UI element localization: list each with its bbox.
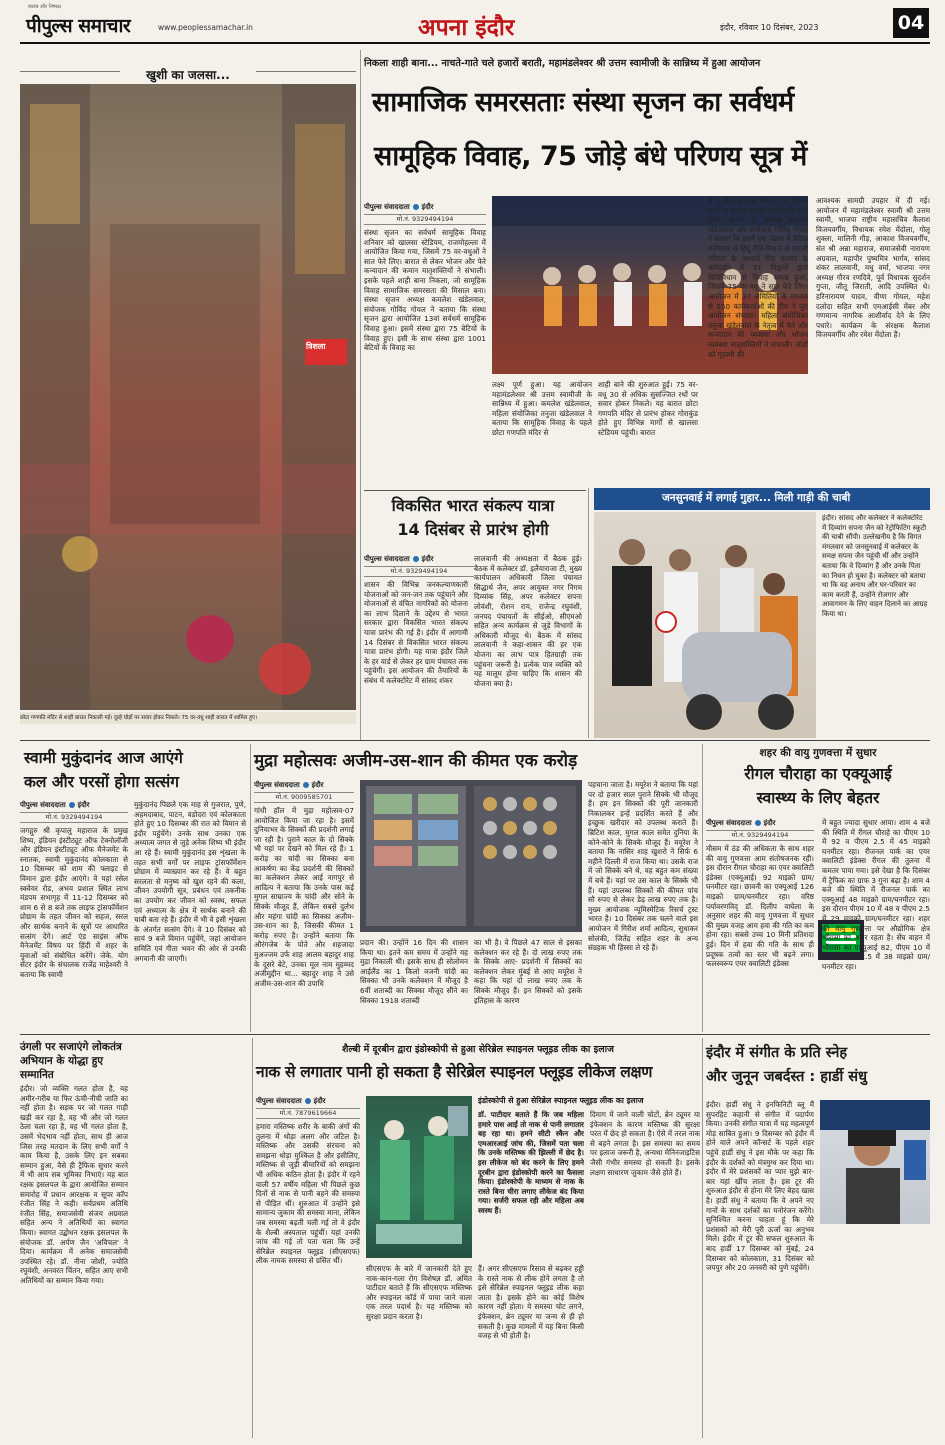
page-number: 04 bbox=[893, 8, 929, 38]
sankalp-top-rule bbox=[364, 490, 586, 491]
ungli-body-col2 bbox=[134, 1084, 246, 1436]
dateline: इंदौर, रविवार 10 दिसंबर, 2023 bbox=[720, 23, 819, 32]
lead-headline-line1: सामाजिक समरसताः संस्था सृजन का सर्वधर्म bbox=[372, 87, 794, 118]
col-rule-4 bbox=[702, 744, 703, 1032]
csf-col-1: हमारा मस्तिष्क शरीर के बाकी अंगों की तुलना में थोड़ा अलग और जटिल है। मस्तिष्क और उसकी संरचना को समझना थोड़ा मुश्किल है और इसीलिए, मस्तिष्क से जुड़ी बीमारियों को समझना भी अधिक कठिन होता है। इंदौर में रहने वाली 57 वर्षीय महिला भी पिछले कुछ दिनों से नाक से पानी बहने की समस्या से पीड़ित थीं। शुरुआत में उन्होंने इसे सामान्य जुकाम की समस्या माना, लेकिन जब समस्या बढ़ती चली गई तो वे इंदौर के शैल्बी अस्पताल पहुंचीं। यहां उनकी जांच की गई तो पता चला कि उन्हें सेरिब्रेल स्पाइनल फ्लूइड (सीएसएफ) लीक नामक समस्या से ग्रसित थीं। bbox=[256, 1122, 360, 1266]
air-byline-block bbox=[706, 818, 814, 841]
coins-photo bbox=[360, 780, 582, 932]
mudra-headline: मुद्रा महोत्सवः अजीम-उस-शान की कीमत एक करोड़ bbox=[254, 751, 578, 771]
ungli-headline-line3: सम्मानित bbox=[20, 1069, 54, 1081]
coins-illustration bbox=[360, 780, 582, 932]
sankalp-headline-line2: 14 दिसंबर से प्रारंभ होगी bbox=[397, 520, 549, 539]
air-headline-line2: स्वास्थ्य के लिए बेहतर bbox=[756, 789, 880, 807]
mudra-byline: पीपुल्स संवाददाता bbox=[254, 781, 300, 789]
csf-phone: मो.नं. 7879619664 bbox=[256, 1108, 360, 1119]
csf-kicker: शैल्बी में दूरबीन द्वारा इंडोस्कोपी से हुआ सेरिब्रेल स्पाइनल फ्लूइड लीक का इलाज bbox=[342, 1044, 614, 1055]
mudra-col-4: पहचाना जाता है। मयूरेश ने बताया कि यहां पर दो हजार साल पुराने सिक्के भी मौजूद हैं। हम इन सिक्कों की पूरी जानकारी निकालकर इन्हें प्रदर्शित करते हैं और इच्छुक खरीदार को उपलब्ध कराते हैं। ब्रिटिश काल, मुगल काल समेत दुनिया के कोने-कोने के सिक्के मौजूद हैं। मयूरेश ने बताया कि नासिर शाह खुशरो ने सिर्फ 6 महीने दिल्ली में राज किया था। उसके राज में जो सिक्के बने थे, वह बहुत कम संख्या में बचे हैं। यहां पर उस काल के सिक्के भी हैं। यहां उपलब्ध सिक्कों की कीमत पांच सौ रुपए से लेकर डेढ़ लाख रुपए तक है। मुख्य आयोजक न्यूमिस्मेटिक रिसर्च ट्रस्ट भारत है। 10 दिसंबर तक चलने वाले इस आयोजन में गिरीश शर्मा आदित्य, सुधाकर सोलंकी, जितेंद्र सहित शहर के अन्य संग्रहक भी हिस्सा ले रहे हैं। bbox=[588, 780, 698, 953]
masthead-tagline: स्वतंत्र और निष्पक्ष bbox=[28, 4, 61, 10]
crowd-photo bbox=[20, 84, 356, 710]
sankalp-byline: पीपुल्स संवाददाता bbox=[364, 555, 410, 563]
music-headline-line1: इंदौर में संगीत के प्रति स्नेह bbox=[706, 1045, 848, 1061]
music-story bbox=[706, 1038, 930, 1438]
lead-headline-line2: सामूहिक विवाह, 75 जोड़े बंधे परिणय सूत्र में bbox=[374, 141, 807, 172]
lead-col-2: लक्ष्य पूर्ण हुआ। यह आयोजन महामंडलेश्वर श्री उत्तम स्वामीजी के सान्निध्य में हुआ। कमलेश खंडेलवाल, महिला संयोजिका तनुजा खंडेलवाल ने बताया कि सामूहिक विवाह के पहले छोटा गणपति मंदिर से bbox=[492, 380, 592, 437]
mukundanand-city: इंदौर bbox=[77, 801, 90, 809]
music-body-col2 bbox=[820, 1228, 930, 1436]
col-rule-3 bbox=[250, 744, 251, 1032]
ungli-body: इंदौर। जो व्यक्ति गलत होता है, वह अमीर-गरीब या फिर ऊंची-नीची जाति का नहीं होता है। सड़क पर जो गलत गाड़ी खड़ी कर रहा है, वह भी और जो गलत ठेला चला रहा है, वह भी गलत होता है, उसमें भेदभाव नहीं होता, साथ ही आज जिस तरह मतदान के लिए सभी वर्गों ने काम किया है, उसके लिए इन सबका सम्मान हुआ, वैसे ही ट्रैफिक सुधार करने में भी आप सब भूमिका निभाएं। यह बात रक्षक इसलपल के द्वारा आयोजित सम्मान समारोह में प्रधान आरक्षक व सूपर कॉप रंजीत सिंह ने कही। सर्वप्रथम अतिथि रंजीत सिंह, समाजसेवी संजय अग्रवाल सहित अन्य ने अतिथियों का स्वागत किया। स्वागत उद्बोधन रक्षक इसलपल के संयोजक डॉ. अर्पण जैन 'अविचल' ने दिया। कार्यक्रम में अनेक समाजसेवी उपस्थित रहे। डॉ. नीना जोशी, ज्योति रघुवंशी, अनवरत चिंतन, सहित आए सभी अतिथियों का सम्मान किया गया। bbox=[20, 1084, 128, 1285]
location-dot-icon bbox=[413, 204, 419, 210]
lead-phone: मो.नं. 9329494194 bbox=[364, 214, 486, 225]
location-dot-icon bbox=[303, 782, 309, 788]
sankalp-headline-line1: विकसित भारत संकल्प यात्रा bbox=[391, 496, 555, 515]
lead-city: इंदौर bbox=[421, 203, 434, 211]
col-rule-6 bbox=[702, 1038, 703, 1438]
air-city: इंदौर bbox=[763, 819, 776, 827]
csf-byline-block bbox=[256, 1096, 360, 1119]
sankalp-col-1: शासन की विभिन्न जनकल्याणकारी योजनाओं को जन-जन तक पहुंचाने और योजनाओं से वंचित नागरिकों को योजना का लाभ दिलाने के उद्देश्य से भारत सरकार द्वारा विकसित भारत संकल्प यात्रा प्रारंभ की गई है। इंदौर में आगामी 14 दिसंबर से विकसित भारत संकल्प यात्रा प्रारंभ होगी। यह यात्रा इंदौर जिले के हर वार्ड से लेकर हर ग्राम पंचायत तक पहुंचेगी। इस आयोजन की तैयारियों के संबंध में कलेक्टोरेट में सांसद शंकर bbox=[364, 580, 468, 685]
jansunwai-body: इंदौर। सांसद और कलेक्टर ने कलेक्टोरेट में दिव्यांग सपना जैन को रेट्रोफिटिंग स्कूटी की चाबी सौंपी। उल्लेखनीय है कि विगत मंगलवार को जनसुनवाई में कलेक्टर के समक्ष सपना जैन पहुंची थीं और उन्होंने बताया कि वे दिव्यांग हैं और उनके पिता का निधन हो चुका है। कलेक्टर को बताया था कि वह अनाथ और घर-परिवार का काम करती हैं, उन्होंने रोजगार और आवागमन के लिए वाहन दिलाने का आग्रह किया था। bbox=[822, 514, 928, 618]
photo-feature-title bbox=[20, 64, 356, 83]
mukundanand-story bbox=[20, 744, 246, 1032]
air-phone: मो.नं. 9329494194 bbox=[706, 830, 814, 841]
title-rule-right bbox=[256, 71, 356, 72]
website-url: www.peoplessamachar.in bbox=[158, 23, 253, 32]
lead-story bbox=[364, 50, 930, 490]
sankalp-byline-block bbox=[364, 554, 474, 577]
air-byline: पीपुल्स संवाददाता bbox=[706, 819, 752, 827]
surgery-photo bbox=[366, 1096, 472, 1258]
sankalp-story bbox=[364, 494, 582, 740]
lead-byline: पीपुल्स संवाददाता bbox=[364, 203, 410, 211]
mudra-city: इंदौर bbox=[311, 781, 324, 789]
sankalp-city: इंदौर bbox=[421, 555, 434, 563]
mudra-col-3: का भी है। वे पिछले 47 साल से इसका कलेक्शन कर रहे हैं। दो लाख रुपए तक के सिक्के आए- प्रदर्शनी में सिक्कों का कलेक्शन लेकर मुंबई से आए मयूरेश ने कहा कि यहां दो लाख रुपए तक के सिक्के मौजूद हैं। इन सिक्कों को इसके इतिहास के कारण bbox=[474, 938, 582, 1005]
mukundanand-headline-line1: स्वामी मुकुंदानंद आज आएंगे bbox=[24, 749, 183, 767]
lead-byline-block bbox=[364, 202, 486, 225]
mudra-byline-block bbox=[254, 780, 354, 803]
photo-feature-caption: छोटा गणपति मंदिर से शाही बारात निकाली गई। दूल्हे घोड़ों पर सवार होकर निकले। 75 वर-वधु शाही बारात में शामिल हुए। bbox=[20, 712, 356, 724]
mid-rule-2 bbox=[20, 1034, 930, 1035]
csf-col-2: हैं। अगर सीएसएफ रिसाव से बढ़कर हड्डी के रास्ते नाक से लीक होने लगता है तो इसे सेरिब्रेल स्पाइनल फ्लूइड लीक कहा जाता है। इसके होने का कोई विशेष कारण नहीं होता। ये समस्या चोट लगने, इंफेक्शन, ब्रेन ट्यूमर या जन्म से ही हो सकती है। कुछ मामलों में यह बिना किसी वजह से भी होती है। bbox=[478, 1264, 584, 1341]
location-dot-icon bbox=[755, 820, 761, 826]
air-col-2: में बहुत ज्यादा सुधार आया। शाम 4 बजे की स्थिति में रीगल चौराहे का पीएम 10 में 92 व पीएम 2.5 में 45 माइक्रो घनमीटर रहा। रीजनल पार्क का एयर क्वालिटी इंडेक्स रीगल की तुलना में कमतर पाया गया। इसे देखा है कि दिसंबर में ट्रैफिक का ग्राफ 3 गुना बढ़ा है। शाम 4 बजे की स्थिति में रीजनल पार्क का एक्यूआई 48 माइक्रो ग्राम/घनमीटर रहा। इस दौरान पीएम 10 में 48 व पीएम 2.5 में 29 माइक्रो ग्राम/घनमीटर रहा। शहर की वायु गुणवत्ता पर औद्योगिक क्षेत्र भौंरासा का असर रहता है। सेंघ वाहन में भौंरासा का एक्यूआई 82, पीएम 10 में 82 व पीएम 2.5 में 38 माइक्रो ग्राम/घनमीटर रहा। bbox=[822, 818, 930, 971]
singer-illustration bbox=[820, 1100, 930, 1224]
csf-headline: नाक से लगातार पानी हो सकता है सेरिब्रेल स्पाइनल फ्लूइड लीकेज लक्षण bbox=[256, 1063, 653, 1081]
lead-col-3: शाही बाने की शुरुआत हुई। 75 वर-वधू 30 से अधिक सुसज्जित रथों पर सवार होकर निकले। यह बारात छोटा गणपति मंदिर से प्रारंभ होकर गोराकुंड होते हुए विभिन्न मार्गों से खालसा स्टेडियम पहुंची। बारात bbox=[598, 380, 698, 437]
mudra-story bbox=[254, 744, 698, 1034]
mukundanand-byline-block bbox=[20, 800, 128, 823]
csf-col-3: डॉ. पाटीदार बताते हैं कि जब महिला हमारे पास आईं तो नाक से पानी लगातार बह रहा था। हमने सीटी स्कैन और एमआरआई जांच की, जिसमें पता चला कि उनके मस्तिष्क की झिल्ली में छेद है। इस लीकेज को बंद करने के लिए हमने दूरबीन द्वारा इंडोस्कोपी करने का फैसला किया। इंडोस्कोपी के माध्यम से नाक के रास्ते बिना चीरा लगाए लीकेज बंद किया गया। सर्जरी सफल रही और महिला अब स्वस्थ हैं। bbox=[478, 1110, 584, 1215]
mukundanand-headline-line2: कल और परसों होगा सत्संग bbox=[24, 773, 179, 791]
surgery-illustration bbox=[366, 1096, 472, 1258]
jansunwai-headline: जनसुनवाई में लगाई गुहार... मिली गाड़ी की चाबी bbox=[662, 492, 851, 504]
jansunwai-story bbox=[594, 488, 930, 738]
mukundanand-phone: मो.नं. 9329494194 bbox=[20, 812, 128, 823]
lead-kicker: निकला शाही बाना... नाचते-गाते चले हजारों बराती, महामंडलेश्वर श्री उत्तम स्वामीजी के सान्निध्य में हुआ आयोजन bbox=[364, 58, 761, 69]
scooter-illustration bbox=[594, 512, 816, 738]
mukundanand-byline: पीपुल्स संवाददाता bbox=[20, 801, 66, 809]
ungli-headline-line1: उंगली पर सजाएंगे लोकतंत्र bbox=[20, 1041, 122, 1053]
section-title: अपना इंदौर bbox=[418, 15, 515, 41]
masthead bbox=[0, 0, 945, 44]
photo-feature bbox=[20, 50, 356, 724]
csf-city: इंदौर bbox=[313, 1097, 326, 1105]
hardy-sandhu-photo bbox=[820, 1100, 930, 1224]
sankalp-phone: मो.नं. 9329494194 bbox=[364, 566, 474, 577]
mudra-phone: मो.नं. 9009585701 bbox=[254, 792, 354, 803]
photo-feature-title-text: खुशी का जलसा... bbox=[140, 68, 236, 82]
air-kicker: शहर की वायु गुणवत्ता में सुधार bbox=[759, 747, 877, 759]
location-dot-icon bbox=[69, 802, 75, 808]
title-rule-left bbox=[20, 71, 120, 72]
banner-sign: त्रिशला bbox=[306, 342, 326, 351]
mukundanand-col-1: जगद्गुरु श्री कृपालु महाराज के प्रमुख शिष्य, इंडियन इंस्टीट्यूट ऑफ टेक्नोलॉजी और इंडियन इंस्टीट्यूट ऑफ मैनेजमेंट के स्नातक, स्वामी मुकुंदानंद कोलकाता से 10 दिसम्बर को शाम की फ्लाइट से विमान द्वारा इंदौर आएंगे। वे यहां रसेल स्क्वेयर रोड, अभय प्रशाल स्थित लाभ मंडपम सभागृह में 11-12 दिसम्बर को शाम 6 से 8 बजे तक लाइफ ट्रांसफॉर्मेशन प्रोग्राम के तहत जीवन को सहज, सरल और सार्थक बनाने के सूत्रों पर आधारित सत्संग देंगे। आर्ट एंड साइंस ऑफ मैनेजमेंट विषय पर हिंदी में शहर के युवाओं को संबोधित करेंगे। जेके. योग सेंटर इंदौर के संचालक राजेंद्र माहेश्वरी ने बताया कि स्वामी bbox=[20, 826, 128, 979]
ungli-headline-line2: अभियान के योद्धा हुए bbox=[20, 1055, 104, 1067]
masthead-logo: पीपुल्स समाचार bbox=[26, 15, 131, 37]
lead-col-5: आवश्यक सामग्री उपहार में दी गई। आयोजन में महामंडलेश्वर स्वामी श्री उत्तम स्वामी, भाजपा राष्ट्रीय महासचिव कैलाश विजयवर्गीय, विधायक रमेश मेंदोला, गोलू शुक्ला, मालिनी गौड़, आकाश विजयवर्गीय, संत श्री अन्ना महाराज, समाजसेवी नारायण अग्रवाल, महापौर पुष्यमित्र भार्गव, सांसद शंकर लालवानी, मधु वर्मा, भाजपा नगर अध्यक्ष गौरव रणदिवे, पूर्व विधायक सुदर्शन गुप्ता, जीतू जिराती, आदि उपस्थित थे। हरिनारायण यादव, वीणा गोयल, महेश दलोदा सहित सभी एमआईसी मेंबर और गणमान्य नागरिक आशीर्वाद देने के लिए पधारे। कार्यक्रम के संरक्षक कैलाश विजयवर्गीय और रमेश मेंदोला हैं। bbox=[816, 196, 930, 340]
air-story bbox=[706, 744, 930, 1032]
col-rule-5 bbox=[252, 1038, 253, 1438]
air-col-1: मौसम में ठंड की अधिकता के साथ शहर की वायु गुणवत्ता आम संतोषजनक रही। इस दौरान रीगल चौराहा का एयर क्वालिटी इंडेक्स (एक्यूआई) 92 माइक्रो ग्राम/घनमीटर रहा। छावनी का एक्यूआई 126 माइक्रो ग्राम/घनमीटर रहा। वरिष्ठ पर्यावरणविद् डॉ. दिलीप वाघेला के अनुसार शहर की वायु गुणवत्ता में सुधार की मुख्य वजह आम हवा की गति का कम होना रहा। सबसे उच्च 10 मिनी प्रतिशदा हुई। दिन में हवा की गति के साथ ही प्रदूषक तत्वों का स्तर भी बढ़ने लगा। फलस्वरूप एयर क्वालिटी इंडेक्स bbox=[706, 844, 814, 969]
lead-col-4: में 2 बैंड, 4 ढोल ग्राउंड, 50 ढोलक ताशे पर हजारों बराती नाचते-गाते चले। संस्था सृजन के अध्यक्ष कमलेश खंडेलवाल और संयोजक गोविंद गोयल ने बताया कि इसमें एक पंडाल में वैदिक मंत्रोच्चार से हिंदू रीति-रिवाज से गायत्री परिवार के आचार्य गित कश्यप के मार्गदर्शन में 31 विद्वानों द्वारा विधिविधान से विवाह सम्पन्न हुआ, जिसमें 75 वर-वधू ने सात फेरे लिए। आयोजन में 37 समितियों के माध्यम से 550 कार्यकर्ताओं की टीम ने पूरा आयोजन संभाला। महिला संयोजिका तनुजा खंडेलवाल के नेतृत्व में फेरे और कन्यादान की व्यवस्था और भोजन व्यवस्था मातृशक्तियों ने संभाली। जोड़ों को गृहस्थी की bbox=[708, 196, 808, 359]
sankalp-col-2: लालवानी की अध्यक्षता में बैठक हुई। बैठक में कलेक्टर डॉ. इलैयाराजा टी, मुख्य कार्यपालन अधिकारी जिला पंचायत सिद्धार्थ जैन, अपर आयुक्त नगर निगम दिव्यांक सिंह, अपर कलेक्टर सपना लोवंशी, रोशन राय, राजेन्द्र रघुवंशी, जनपद पंचायतों के सीईओ, सीएमओ सहित अन्य कार्यक्रम से जुड़े विभागों के अधिकारी मौजूद थे। बैठक में सांसद लालवानी ने कहा-शासन की हर एक योजना का लाभ पात्र हितग्राही तक पहुंचना जरूरी है। प्रत्येक पात्र व्यक्ति को यह मालूम होना चाहिए कि शासन की योजना क्या है। bbox=[474, 554, 582, 688]
location-dot-icon bbox=[413, 556, 419, 562]
col-rule-1 bbox=[360, 50, 361, 740]
lead-col-1: संस्था सृजन का सर्वधर्म सामूहिक विवाह शनिवार को खालसा स्टेडियम, राजमोहल्ला में आयोजित किया गया, जिसमें 75 वर-वधुओं ने सात फेरे लिए। बारात से लेकर भोजन और फेरे कन्यादान की कमान मातृशक्तियों ने संभाली। इसके पहले शाही बाना निकला, जो सामूहिक विवाह सामाजिक समरसता की मिसाल बना। संस्था सृजन अध्यक्ष कमलेश खंडेलवाल, संयोजक गोविंद गोयल ने बताया कि संस्था सृजन द्वारा आयोजित 13वां सर्वधर्म सामूहिक विवाह हुआ। इसमें संस्था द्वारा 75 बेटियों के विवाह हुए। इसी के साथ संस्था द्वारा 1001 बेटियों के विवाह का bbox=[364, 228, 486, 353]
ungli-story bbox=[20, 1038, 250, 1438]
col-rule-2 bbox=[588, 488, 589, 738]
csf-subhead: इंडोस्कोपी से हुआ सेरिब्रेल स्पाइनल फ्लूइड लीक का इलाज bbox=[478, 1096, 644, 1105]
mudra-col-1: गांधी हॉल में मुद्रा महोत्सव-07 आयोजित किया जा रहा है। इसमें दुनियाभर के सिक्कों की प्रदर्शनी लगाई जा रही है। पुराने काल के दो सिक्के भी यहां पर देखने को मिल रहे हैं। 1 करोड़ का चांदी का सिक्का बना आकर्षण का केंद्र प्रदर्शनी की सिक्कों का कलेक्शन लेकर आई नागपुर से आदित्य ने बताया कि उनके पास कई मुगल साम्राज्य के चांदी और सोने के सिक्के मौजूद हैं, लेकिन सबसे दुर्लभ और महंगा चांदी का सिक्का अजीम-उस-शान का है, जिसकी कीमत 1 करोड़ रुपए है। उन्होंने बताया कि औरंगजेब के पोते और शहजादा मुअज्जम उर्फ शाह आलम बहादुर शाह के दूसरे बेटे, उनका मूल नाम मुहम्मद अजीमुद्दीन था... बहादुर शाह ने उसे अजीम-उस-शान की उपाधि bbox=[254, 806, 354, 988]
csf-story bbox=[256, 1038, 700, 1438]
mukundanand-col-2: मुकुंदानंद पिछले एक माह से गुजरात, पुणे, अहमदाबाद, पाटन, वडोदरा एवं कोलकाता होते हुए 10 दिसम्बर की रात को विमान से इंदौर पहुंचेंगे। उनके साथ उनका एक अध्यात्म जगत से जुड़े अनेक शिष्य भी इंदौर आ रहे हैं। स्वामी मुकुंदानंद इस शृंखला के तहत सभी वर्गों पर लाइफ ट्रांसफॉर्मेशन प्रोग्राम में व्याख्यान कर रहे हैं। वे बहुत सरलता से मनुष्य को खुश रहने की कला, जीवन उपयोगी सूत्र, प्रबंधन एवं तकनीक का उपयोग कर जीवन को स्वस्थ, सफल एवं अध्यात्म के क्षेत्र में सार्थक बनाने की चाबी बता रहे हैं। इंदौर में भी वे इसी शृंखला के अंतर्गत सत्संग देंगे। वे 10 दिसंबर को सायं 9 बजे विमान पहुंचेंगे, जहां आयोजन समिति एवं गीता भवन की ओर से उनकी अगवानी की जाएगी। bbox=[134, 800, 246, 963]
crowd-illustration bbox=[20, 84, 356, 710]
mid-rule-1 bbox=[20, 740, 930, 741]
masthead-rule bbox=[20, 42, 930, 44]
scooter-photo bbox=[594, 512, 816, 738]
csf-byline: पीपुल्स संवाददाता bbox=[256, 1097, 302, 1105]
air-headline-line1: रीगल चौराहा का एक्यूआई bbox=[744, 765, 892, 783]
music-body: इंदौर। हार्डी संधु ने इनफिनिटी ब्लू मैं सुपरहिट कहानी से संगीत में पदार्पण किया। उनकी संगीत यात्रा में यह महत्वपूर्ण मोड़ साबित हुआ। 9 दिसम्बर को इंदौर में होने वाले अपने कॉन्सर्ट के पहले शहर पहुंचे हार्डी संधु ने इस मौके पर कहा कि इंदौर के दर्शकों को मंत्रमुग्ध कर दिया था। इंदौर में मेरे प्रशंसकों का प्यार मुझे बार-बार यहां खींच लाता है। इस टूर की शुरुआत इंदौर से होना मेरे लिए बेहद खास है। हार्डी संधु ने बताया कि वे अपने नए गानों के साथ दर्शकों का मनोरंजन करेंगे। सुनिश्चित करना चाहता हूं कि मेरे प्रशंसकों को मेरी पूरी ऊर्जा का अनुभव मिले। इंदौर में टूर की सफल शुरुआत के बाद हार्डी 17 दिसम्बर को मुंबई, 24 दिसम्बर को कोलकाता, 31 दिसंबर को जयपुर और 20 जनवरी को पुणे पहुंचेंगे। bbox=[706, 1100, 814, 1273]
location-dot-icon bbox=[305, 1098, 311, 1104]
csf-col-4: दिमाग में जाने वाली चोटों, ब्रेन ट्यूमर या इंफेक्शन के कारण मस्तिष्क की सुरक्षा परत में छेद हो सकता है। ऐसे में तरल नाक से बहने लगता है। इस समस्या का समय पर इलाज जरूरी है, अन्यथा मेनिनजाइटिस जैसी गंभीर समस्या हो सकती है। इसके लक्षण साधारण जुकाम जैसे होते हैं। bbox=[590, 1110, 700, 1177]
csf-photo-caption: सीएसएफ के बारे में जानकारी देते हुए नाक-कान-गला रोग विशेषज्ञ डॉ. अमित पाटीदार बताते हैं कि सीएसएफ मस्तिष्क और स्पाइनल कॉर्ड में पाया जाने वाला एक तरल पदार्थ है। यह मस्तिष्क को सुरक्षा प्रदान करता है। bbox=[366, 1264, 472, 1321]
mudra-col-2: प्रदान की। उन्होंने 16 दिन की शासन किया था। इतने कम समय में उन्होंने यह मुद्रा निकाली थी। इसके साथ ही सोलोमन आईलैंड का 1 किलो वजनी चांदी का सिक्का भी उनके कलेक्शन में मौजूद है 6वीं शताब्दी का सिक्का मौजूद सीने का सिक्का 1918 शताब्दी bbox=[360, 938, 468, 1005]
music-headline-line2: और जुनून जबर्दस्त : हार्डी संधु bbox=[706, 1069, 867, 1085]
